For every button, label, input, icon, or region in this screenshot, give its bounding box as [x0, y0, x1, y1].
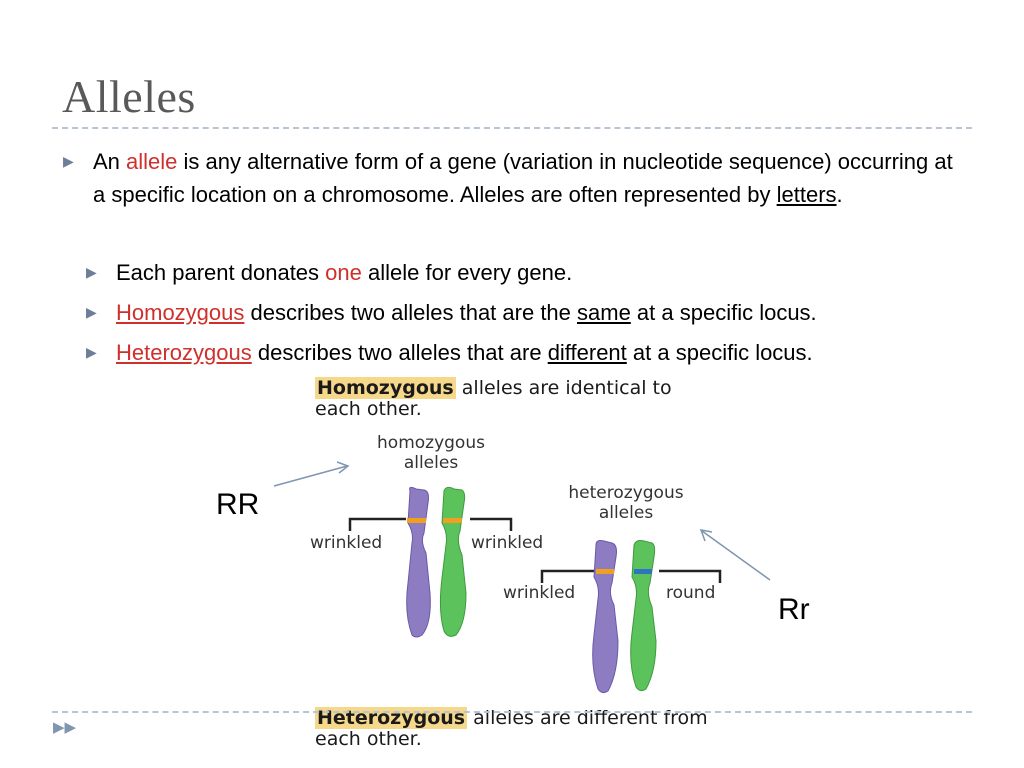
text: alleles [598, 503, 654, 523]
term-different: different [547, 340, 627, 365]
highlight-heterozygous: Heterozygous [317, 707, 466, 729]
text: An [93, 149, 127, 174]
text: alleles are identical to [455, 377, 672, 399]
text: at a specific locus. [630, 300, 817, 325]
label-round: round [666, 583, 716, 603]
term-same: same [577, 300, 631, 325]
text: Each parent donates [116, 260, 326, 285]
triangle-right-icon: ▶ [86, 304, 97, 320]
bottom-divider [52, 711, 972, 713]
text: at a specific locus. [626, 340, 813, 365]
term-heterozygous: Heterozygous [116, 340, 252, 365]
text: allele for every gene. [361, 260, 573, 285]
label-RR: RR [216, 488, 260, 521]
text: heterozygous [568, 483, 684, 503]
term-homozygous: Homozygous [116, 300, 245, 325]
text: . [836, 182, 843, 207]
term-allele: allele [126, 149, 178, 174]
text: is any alternative form of a gene (variation in nucleotide sequence) occurring at a specific location on a chromosome. Alleles are often represented by [93, 149, 953, 207]
text: alleles are different from [467, 707, 708, 729]
arrow-rr2 [701, 530, 770, 580]
arrow-rr [274, 462, 348, 486]
text: describes two alleles that are the [244, 300, 578, 325]
label-wrinkled-3: wrinkled [503, 583, 576, 603]
text: each other. [315, 398, 422, 420]
text: describes two alleles that are [251, 340, 548, 365]
label-wrinkled-2: wrinkled [471, 533, 544, 553]
triangle-right-icon: ▶ [86, 264, 97, 280]
double-chevron-right-icon[interactable]: ▶▶ [53, 719, 77, 736]
label-wrinkled-1: wrinkled [310, 533, 383, 553]
highlight-homozygous: Homozygous [317, 377, 454, 399]
term-letters: letters [776, 182, 837, 207]
text: each other. [315, 728, 422, 750]
text: homozygous [377, 433, 485, 453]
triangle-right-icon: ▶ [86, 344, 97, 360]
term-one: one [325, 260, 362, 285]
triangle-right-icon: ▶ [63, 153, 74, 169]
slide-title: Alleles [62, 71, 196, 122]
text: alleles [403, 453, 459, 473]
label-Rr: Rr [778, 593, 810, 626]
